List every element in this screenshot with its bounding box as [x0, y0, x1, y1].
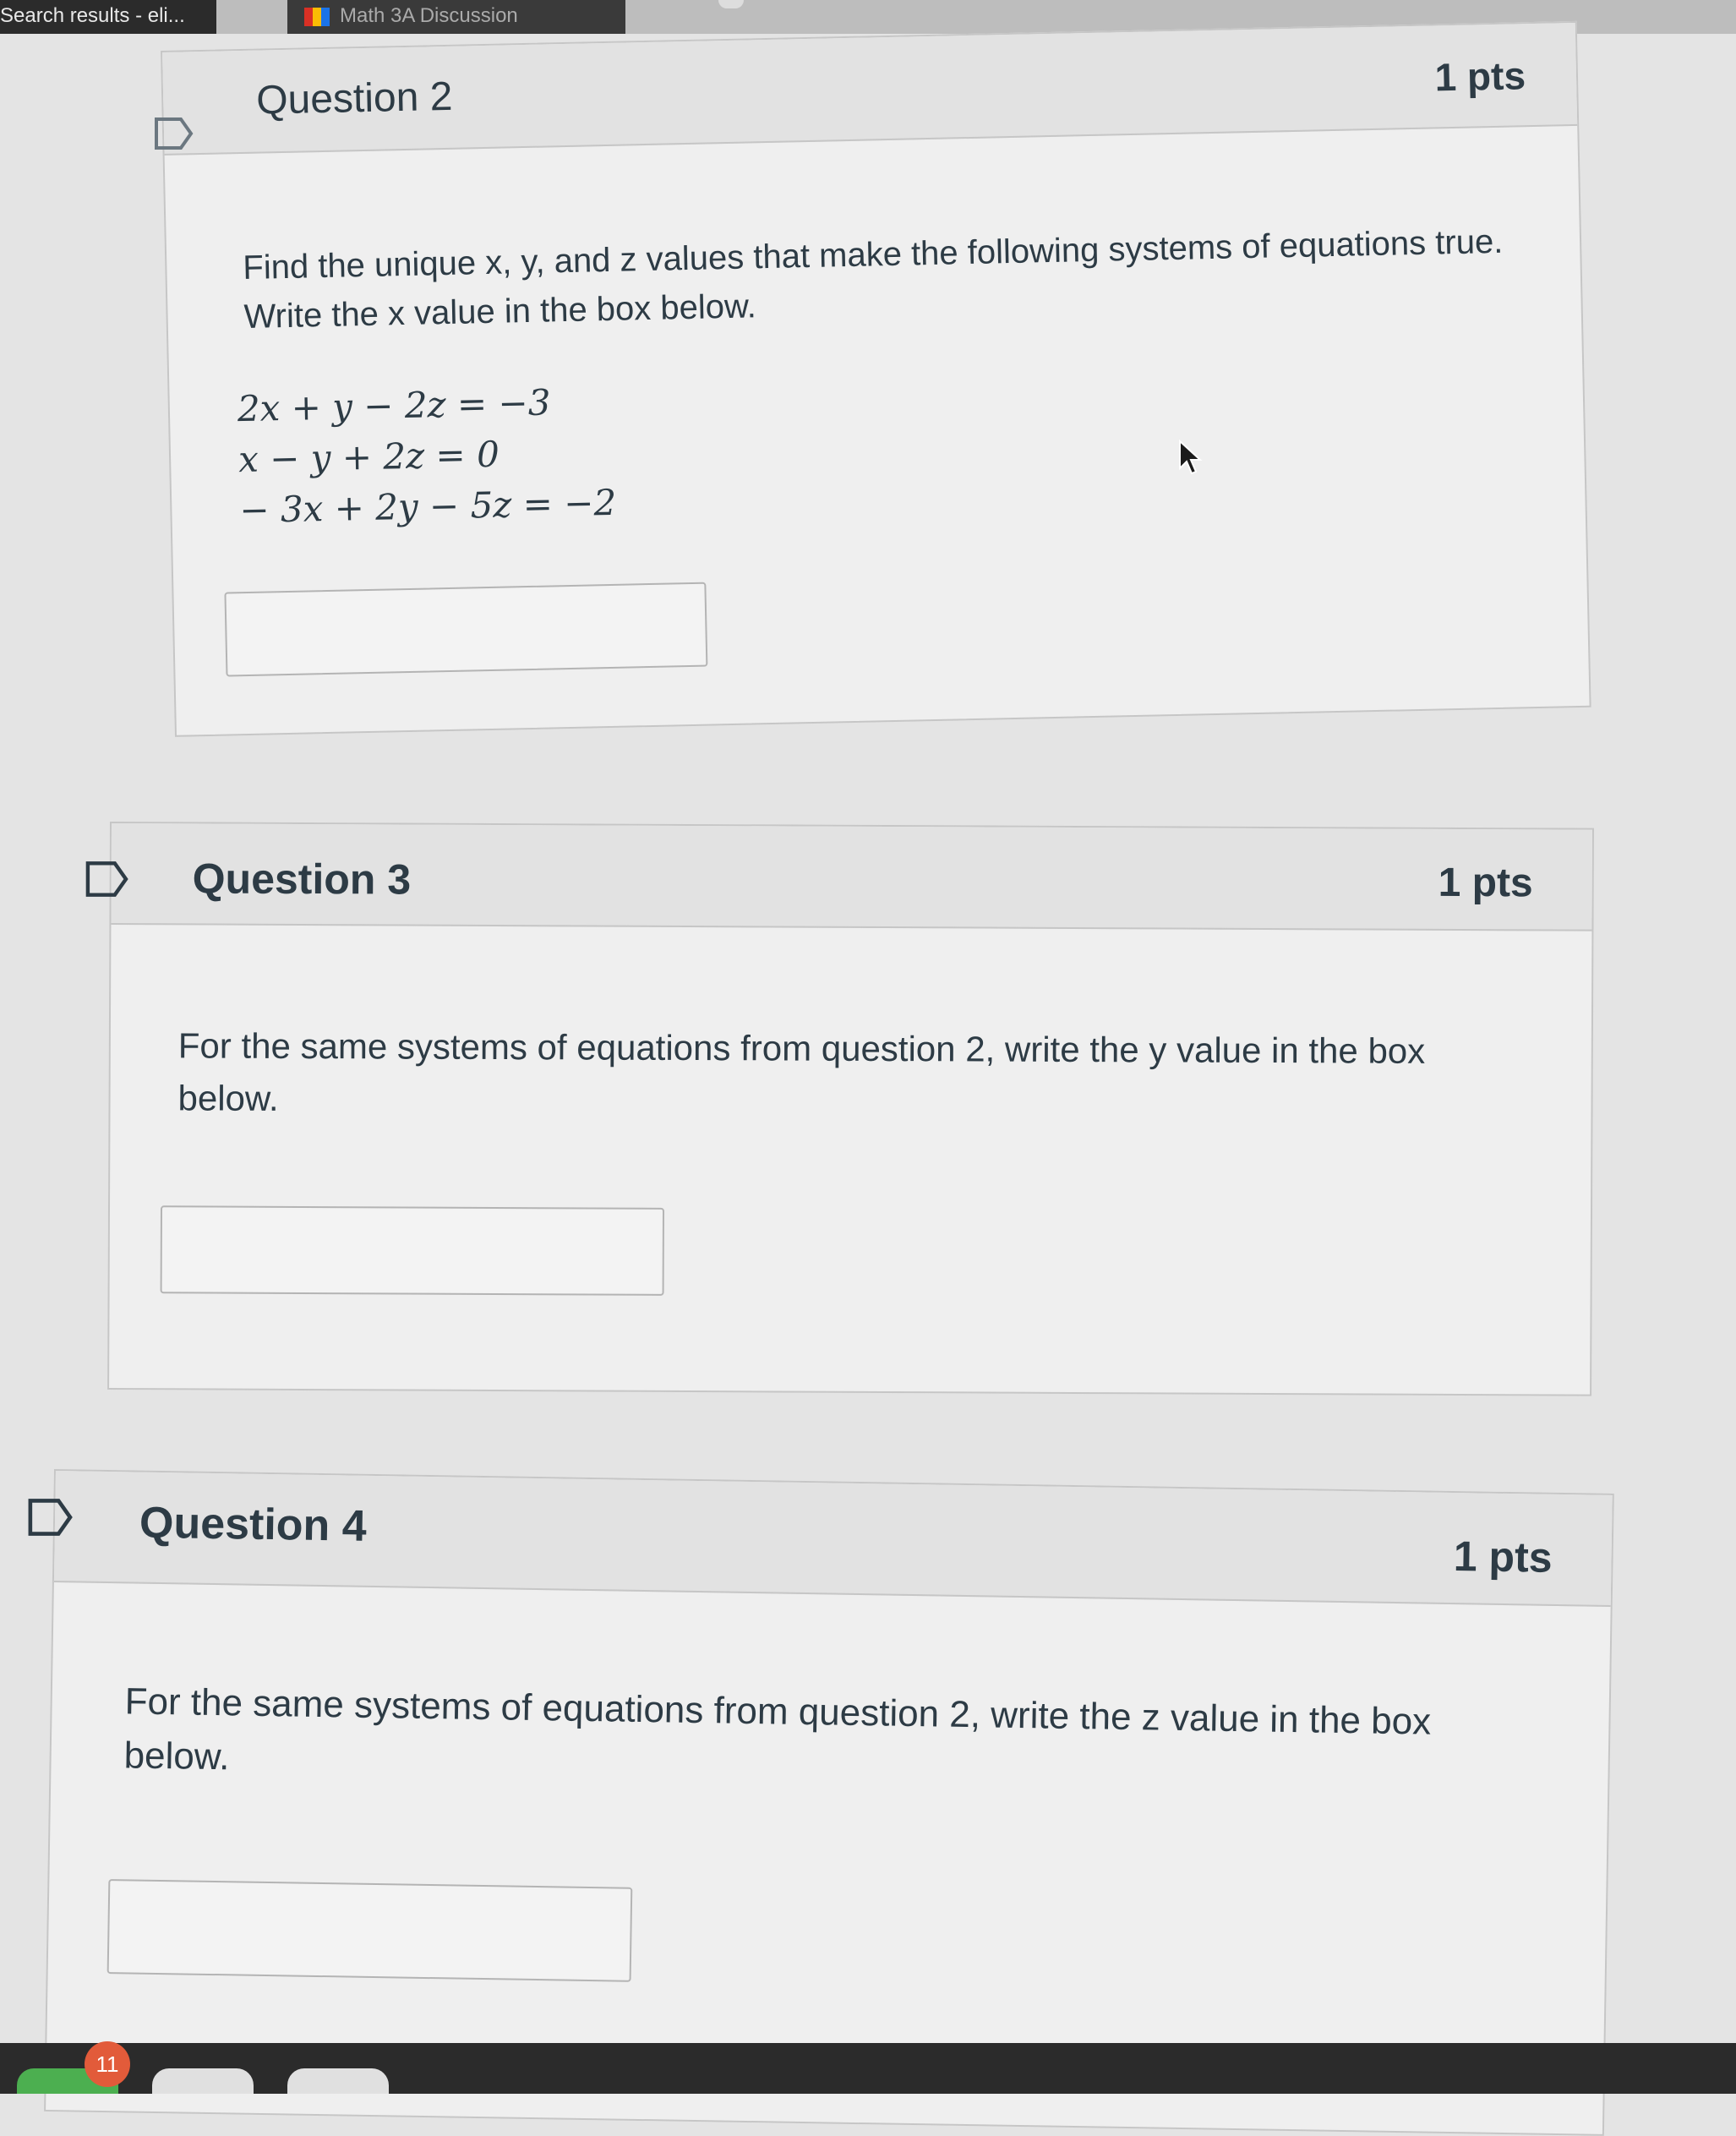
tab-favicon-icon: [304, 8, 330, 26]
tab-indicator-icon: [718, 0, 744, 8]
question-text: Find the unique x, y, and z values that make the following systems of equations true. Write the x value in the box below.: [242, 222, 1504, 336]
question-header: [111, 823, 1592, 931]
notification-badge: 11: [85, 2041, 130, 2087]
browser-tab-label: Math 3A Discussion: [340, 4, 518, 27]
flag-question-icon[interactable]: [85, 860, 130, 898]
answer-input-x[interactable]: [224, 582, 707, 677]
equation-line: 2x + y − 2z = −3: [237, 381, 551, 430]
browser-tab-math-discussion[interactable]: [287, 0, 625, 34]
question-points: 1 pts: [1434, 53, 1526, 100]
question-card-2: [161, 21, 1591, 737]
equation-line: x − y + 2z = 0: [237, 433, 500, 481]
question-text: For the same systems of equations from question 2, write the z value in the box below.: [123, 1680, 1432, 1778]
question-text: For the same systems of equations from question 2, write the y value in the box below.: [177, 1025, 1426, 1118]
question-card-3: [107, 822, 1594, 1396]
question-header: [162, 23, 1577, 156]
question-title: Question 2: [255, 74, 453, 123]
browser-tab-search-results[interactable]: [0, 0, 216, 34]
dock-app-icon[interactable]: [287, 2068, 389, 2094]
answer-input-y[interactable]: [161, 1205, 664, 1296]
dock-app-icon[interactable]: [152, 2068, 254, 2094]
browser-tab-label: Search results - eli...: [0, 4, 185, 27]
equation-line: − 3x + 2y − 5z = −2: [238, 481, 617, 532]
question-points: 1 pts: [1438, 860, 1533, 906]
question-title: Question 4: [139, 1498, 368, 1551]
flag-question-icon[interactable]: [154, 117, 194, 150]
equation-system: [237, 376, 617, 536]
question-header: [54, 1471, 1613, 1607]
question-title: Question 3: [192, 855, 412, 904]
question-card-4: [44, 1469, 1614, 2136]
answer-input-z[interactable]: [107, 1879, 633, 1982]
flag-question-icon[interactable]: [27, 1498, 74, 1537]
os-dock: [0, 2043, 1736, 2094]
mouse-pointer-icon: [1178, 440, 1204, 477]
question-points: 1 pts: [1453, 1532, 1553, 1582]
